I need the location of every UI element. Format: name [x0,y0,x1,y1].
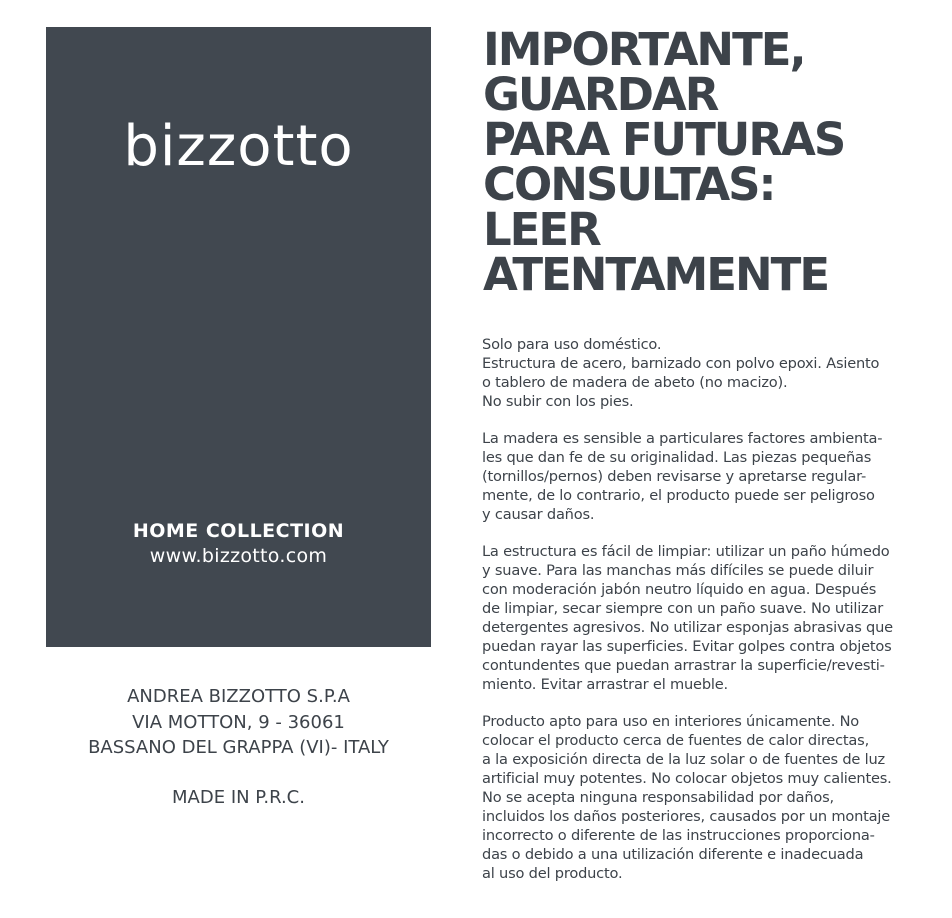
heading-line: LEER [483,203,600,256]
text-line: La estructura es fácil de limpiar: utilizar un paño húmedo [482,543,890,560]
text-line: miento. Evitar arrastrar el mueble. [482,676,728,693]
collection-title: HOME COLLECTION [132,520,345,542]
address-line: VIA MOTTON, 9 - 36061 [132,711,345,733]
text-line: Estructura de acero, barnizado con polvo epoxi. Asiento [482,355,880,372]
website-link: www.bizzotto.com [149,545,328,567]
made-in-label: MADE IN P.R.C. [172,787,305,808]
paragraph-usage [482,335,937,411]
company-address [46,684,431,761]
text-line: artificial muy potentes. No colocar objetos muy calientes. [482,770,892,787]
text-line: incorrecto o diferente de las instrucciones proporciona- [482,827,875,844]
text-line: detergentes agresivos. No utilizar esponjas abrasivas que [482,619,893,636]
heading-line: ATENTAMENTE [483,248,829,301]
text-line: puedan rayar las superficies. Evitar golpes contra objetos [482,638,892,655]
paragraph-cleaning [482,542,937,694]
text-line: incluidos los daños posteriores, causados por un montaje [482,808,891,825]
text-line: mente, de lo contrario, el producto puede ser peligroso [482,487,875,504]
text-line: de limpiar, secar siempre con un paño suave. No utilizar [482,600,884,617]
text-line: Producto apto para uso en interiores únicamente. No [482,713,860,730]
text-line: La madera es sensible a particulares factores ambienta- [482,430,883,447]
text-line: No se acepta ninguna responsabilidad por daños, [482,789,834,806]
text-line: o tablero de madera de abeto (no macizo). [482,374,788,391]
address-line: ANDREA BIZZOTTO S.P.A [127,686,350,707]
text-line: colocar el producto cerca de fuentes de calor directas, [482,732,870,749]
text-line: Solo para uso doméstico. [482,336,662,353]
heading-line: GUARDAR [483,68,718,121]
text-line: y causar daños. [482,506,595,523]
page-heading [483,23,923,301]
heading-line: PARA FUTURAS [483,113,845,166]
address-line: BASSANO DEL GRAPPA (VI)- ITALY [88,737,389,758]
heading-line: CONSULTAS: [483,158,775,211]
text-line: y suave. Para las manchas más difíciles se puede diluir [482,562,874,579]
logo-text: bizzotto [123,114,354,179]
text-line: a la exposición directa de la luz solar o de fuentes de luz [482,751,885,768]
text-line: les que dan fe de su originalidad. Las piezas pequeñas [482,449,872,466]
brand-logo [46,114,431,179]
text-line: das o debido a una utilización diferente e inadecuada [482,846,864,863]
text-line: (tornillos/pernos) deben revisarse y apretarse regular- [482,468,867,485]
heading-line: IMPORTANTE, [483,23,805,76]
text-line: contundentes que puedan arrastrar la superficie/revesti- [482,657,885,674]
text-line: con moderación jabón neutro líquido en agua. Después [482,581,877,598]
brand-panel [46,27,431,647]
paragraph-indoor-use [482,712,937,883]
collection-block [46,519,431,569]
text-line: No subir con los pies. [482,393,634,410]
instructions-text [482,335,937,901]
text-line: al uso del producto. [482,865,623,882]
paragraph-wood [482,429,937,524]
